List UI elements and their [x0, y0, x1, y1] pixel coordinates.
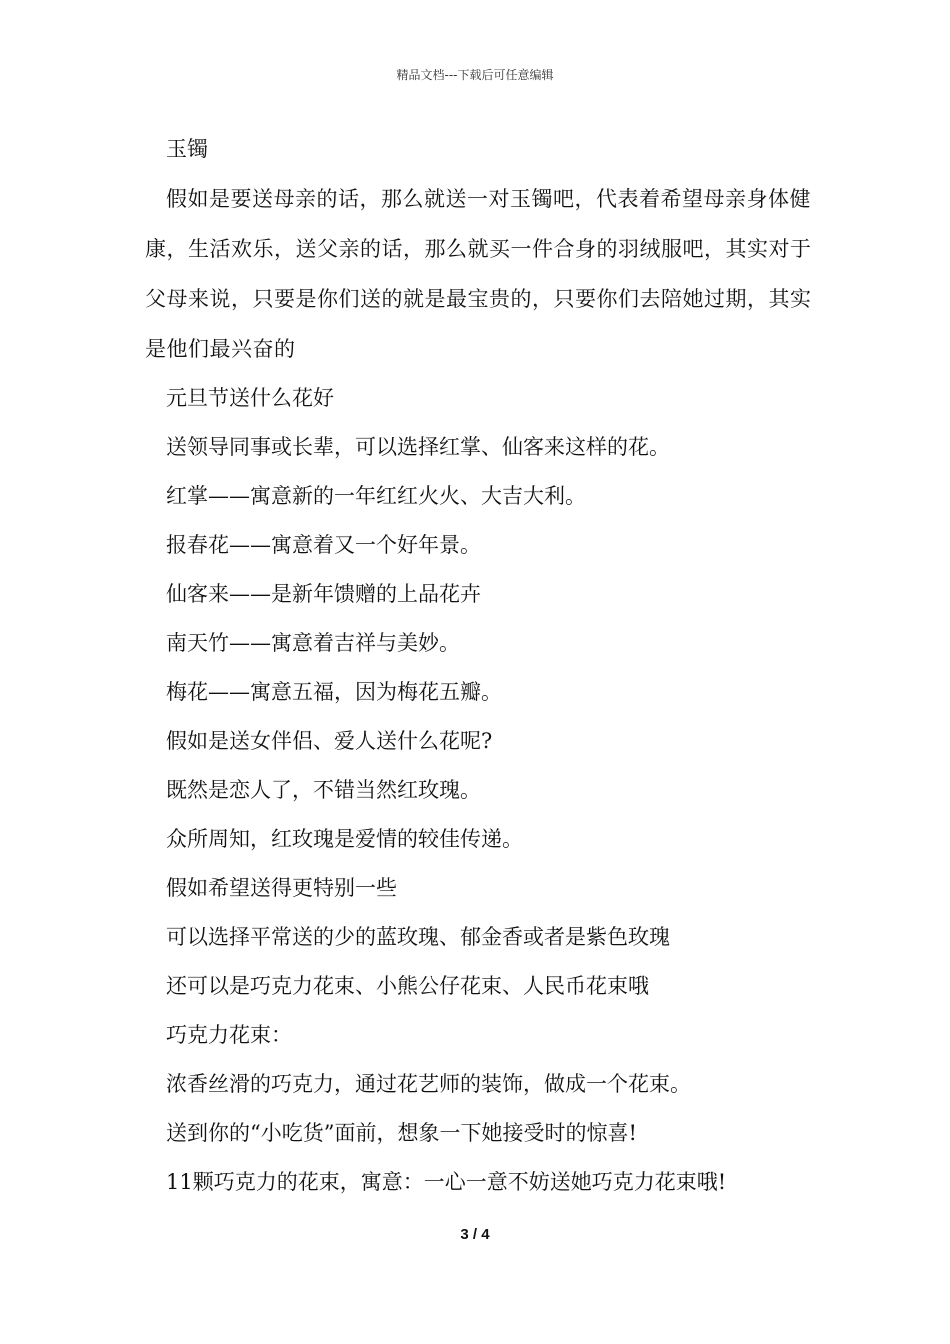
text-line: 还可以是巧克力花束、小熊公仔花束、人民币花束哦 — [166, 974, 649, 998]
text-line: 梅花——寓意五福，因为梅花五瓣。 — [166, 680, 502, 704]
paragraph-jade: 假如是要送母亲的话，那么就送一对玉镯吧，代表着希望母亲身体健康，生活欢乐，送父亲的话，那么就买一件合身的羽绒服吧，其实对于父母来说，只要是你们送的就是最宝贵的，只要你们去陪她过期，其实是他们最兴奋的 — [145, 187, 812, 361]
text-line: 仙客来——是新年馈赠的上品花卉 — [166, 582, 481, 606]
page-header: 精品文档---下载后可任意编辑 — [396, 68, 554, 82]
text-line: 众所周知，红玫瑰是爱情的较佳传递。 — [166, 827, 523, 851]
text-line: 假如是送女伴侣、爱人送什么花呢? — [166, 729, 493, 753]
text-line: 元旦节送什么花好 — [166, 386, 334, 410]
text-line: 送领导同事或长辈，可以选择红掌、仙客来这样的花。 — [166, 435, 670, 459]
text-line: 南天竹——寓意着吉祥与美妙。 — [166, 631, 460, 655]
text-line: 11颗巧克力的花束，寓意：一心一意不妨送她巧克力花束哦! — [166, 1170, 727, 1194]
text-line: 送到你的“小吃货”面前，想象一下她接受时的惊喜! — [166, 1121, 637, 1145]
text-line: 红掌——寓意新的一年红红火火、大吉大利。 — [166, 484, 586, 508]
section-title-jade: 玉镯 — [166, 137, 208, 161]
text-line: 报春花——寓意着又一个好年景。 — [166, 533, 481, 557]
text-line: 既然是恋人了，不错当然红玫瑰。 — [166, 778, 481, 802]
page-number: 3 / 4 — [460, 1226, 490, 1243]
text-line: 巧克力花束： — [166, 1023, 292, 1047]
document-body — [145, 125, 815, 1207]
text-line: 假如希望送得更特别一些 — [166, 876, 397, 900]
text-line: 浓香丝滑的巧克力，通过花艺师的装饰，做成一个花束。 — [166, 1072, 691, 1096]
text-line: 可以选择平常送的少的蓝玫瑰、郁金香或者是紫色玫瑰 — [166, 925, 670, 949]
